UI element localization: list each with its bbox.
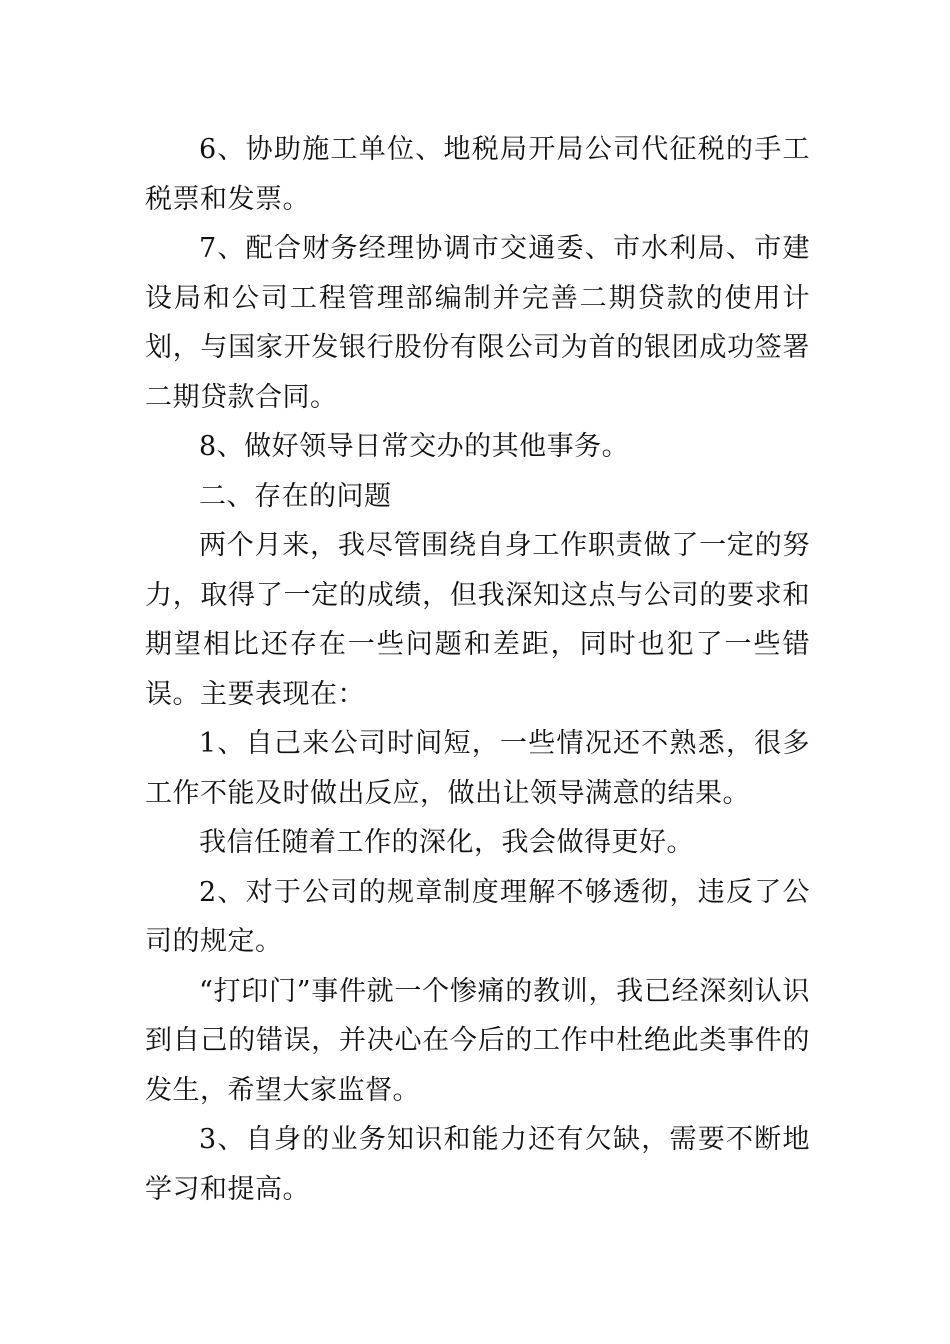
paragraph-improvement-statement: 我信任随着工作的深化，我会做得更好。	[199, 827, 694, 858]
paragraph-print-incident: “打印门”事件就一个惨痛的教训，我已经深刻认识到自己的错误，并决心在今后的工作中杜绝此类事件的发生，希望大家监督。	[145, 975, 810, 1106]
paragraph-problem-1: 1、自己来公司时间短，一些情况还不熟悉，很多工作不能及时做出反应，做出让领导满意的结果。	[145, 728, 810, 809]
section-heading-problems: 二、存在的问题	[199, 480, 392, 512]
document-body	[145, 125, 810, 1214]
paragraph-item-8: 8、做好领导日常交办的其他事务。	[199, 431, 630, 462]
paragraph-problems-intro: 两个月来，我尽管围绕自身工作职责做了一定的努力，取得了一定的成绩，但我深知这点与公司的要求和期望相比还存在一些问题和差距，同时也犯了一些错误。主要表现在：	[145, 530, 810, 710]
paragraph-item-7: 7、配合财务经理协调市交通委、市水利局、市建设局和公司工程管理部编制并完善二期贷款的使用计划，与国家开发银行股份有限公司为首的银团成功签署二期贷款合同。	[145, 233, 810, 413]
paragraph-item-6: 6、协助施工单位、地税局开局公司代征税的手工税票和发票。	[145, 134, 810, 215]
paragraph-problem-2: 2、对于公司的规章制度理解不够透彻，违反了公司的规定。	[145, 876, 810, 957]
paragraph-problem-3: 3、自身的业务知识和能力还有欠缺，需要不断地学习和提高。	[145, 1124, 810, 1205]
